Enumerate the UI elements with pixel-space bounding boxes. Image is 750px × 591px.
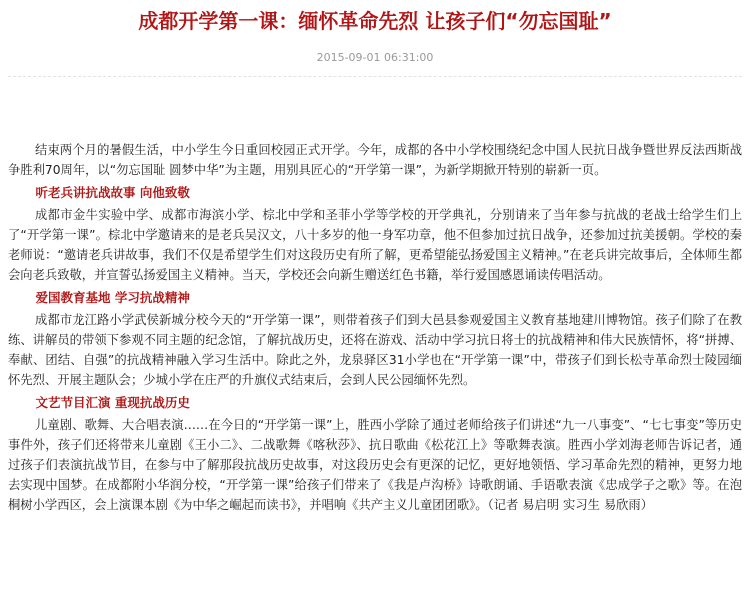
education-base-paragraph: 成都市龙江路小学武侯新城分校今天的“开学第一课”，则带着孩子们到大邑县参观爱国主义教育基地建川博物馆。孩子们除了在教练、讲解员的带领下参观不同主题的纪念馆，了解抗战历史，还将在游戏、活动中学习抗日将士的抗战精神和伟大民族情怀，将“拼搏、奉献、团结、自强”的抗战精神融入学习生活中。除此之外，龙泉驿区31小学也在“开学第一课”中，带孩子们到长松寺革命烈士陵园缅怀先烈、开展主题队会；少城小学在庄严的升旗仪式结束后，会到人民公园缅怀先烈。 bbox=[8, 313, 742, 387]
veterans-paragraph: 成都市金牛实验中学、成都市海滨小学、棕北中学和圣菲小学等学校的开学典礼，分别请来了当年参与抗战的老战士给学生们上了“开学第一课”。棕北中学邀请来的是老兵吴汉文，八十多岁的他一身军功章，他不但参加过抗日战争，还参加过抗美援朝。学校的秦老师说：“邀请老兵讲故事，我们不仅是希望学生们对这段历史有所了解，更希望能弘扬爱国主义精神。”在老兵讲完故事后，全体师生都会向老兵致敬，并宣誓弘扬爱国主义精神。当天，学校还会向新生赠送红色书籍，举行爱国感恩诵读传唱活动。 bbox=[8, 208, 742, 282]
article-title: 成都开学第一课：缅怀革命先烈 让孩子们“勿忘国耻” bbox=[138, 9, 612, 33]
article-datetime: 2015-09-01 06:31:00 bbox=[316, 51, 434, 64]
performances-paragraph: 儿童剧、歌舞、大合唱表演……在今日的“开学第一课”上，胜西小学除了通过老师给孩子们讲述“九一八事变”、“七七事变”等历史事件外，孩子们还将带来儿童剧《王小二》、二战歌舞《喀秋莎》、抗日歌曲《松花江上》等歌舞表演。胜西小学刘海老师告诉记者，通过孩子们表演抗战节目，在参与中了解那段抗战历史故事，对这段历史会有更深的记忆，更好地领悟、学习革命先烈的精神，更努力地去实现中国梦。在成都附小华润分校，“开学第一课”给孩子们带来了《我是卢沟桥》诗歌朗诵、手语歌表演《忠成学子之歌》等。在泡桐树小学西区，会上演课本剧《为中华之崛起而读书》，并唱响《共产主义儿童团团歌》。（记者 易启明 实习生 易欣雨） bbox=[8, 418, 742, 512]
section-heading-performances: 文艺节目汇演 重现抗战历史 bbox=[35, 395, 190, 410]
title-divider bbox=[8, 76, 742, 77]
intro-paragraph: 结束两个月的暑假生活，中小学生今日重回校园正式开学。今年，成都的各中小学校围绕纪念中国人民抗日战争暨世界反法西斯战争胜利70周年，以“勿忘国耻 圆梦中华”为主题，用别具匠心的“开学第一课”，为新学期掀开特别的崭新一页。 bbox=[8, 143, 742, 177]
section-heading-education-base: 爱国教育基地 学习抗战精神 bbox=[35, 290, 190, 305]
section-heading-veterans: 听老兵讲抗战故事 向他致敬 bbox=[35, 185, 190, 200]
article-body bbox=[8, 140, 742, 515]
